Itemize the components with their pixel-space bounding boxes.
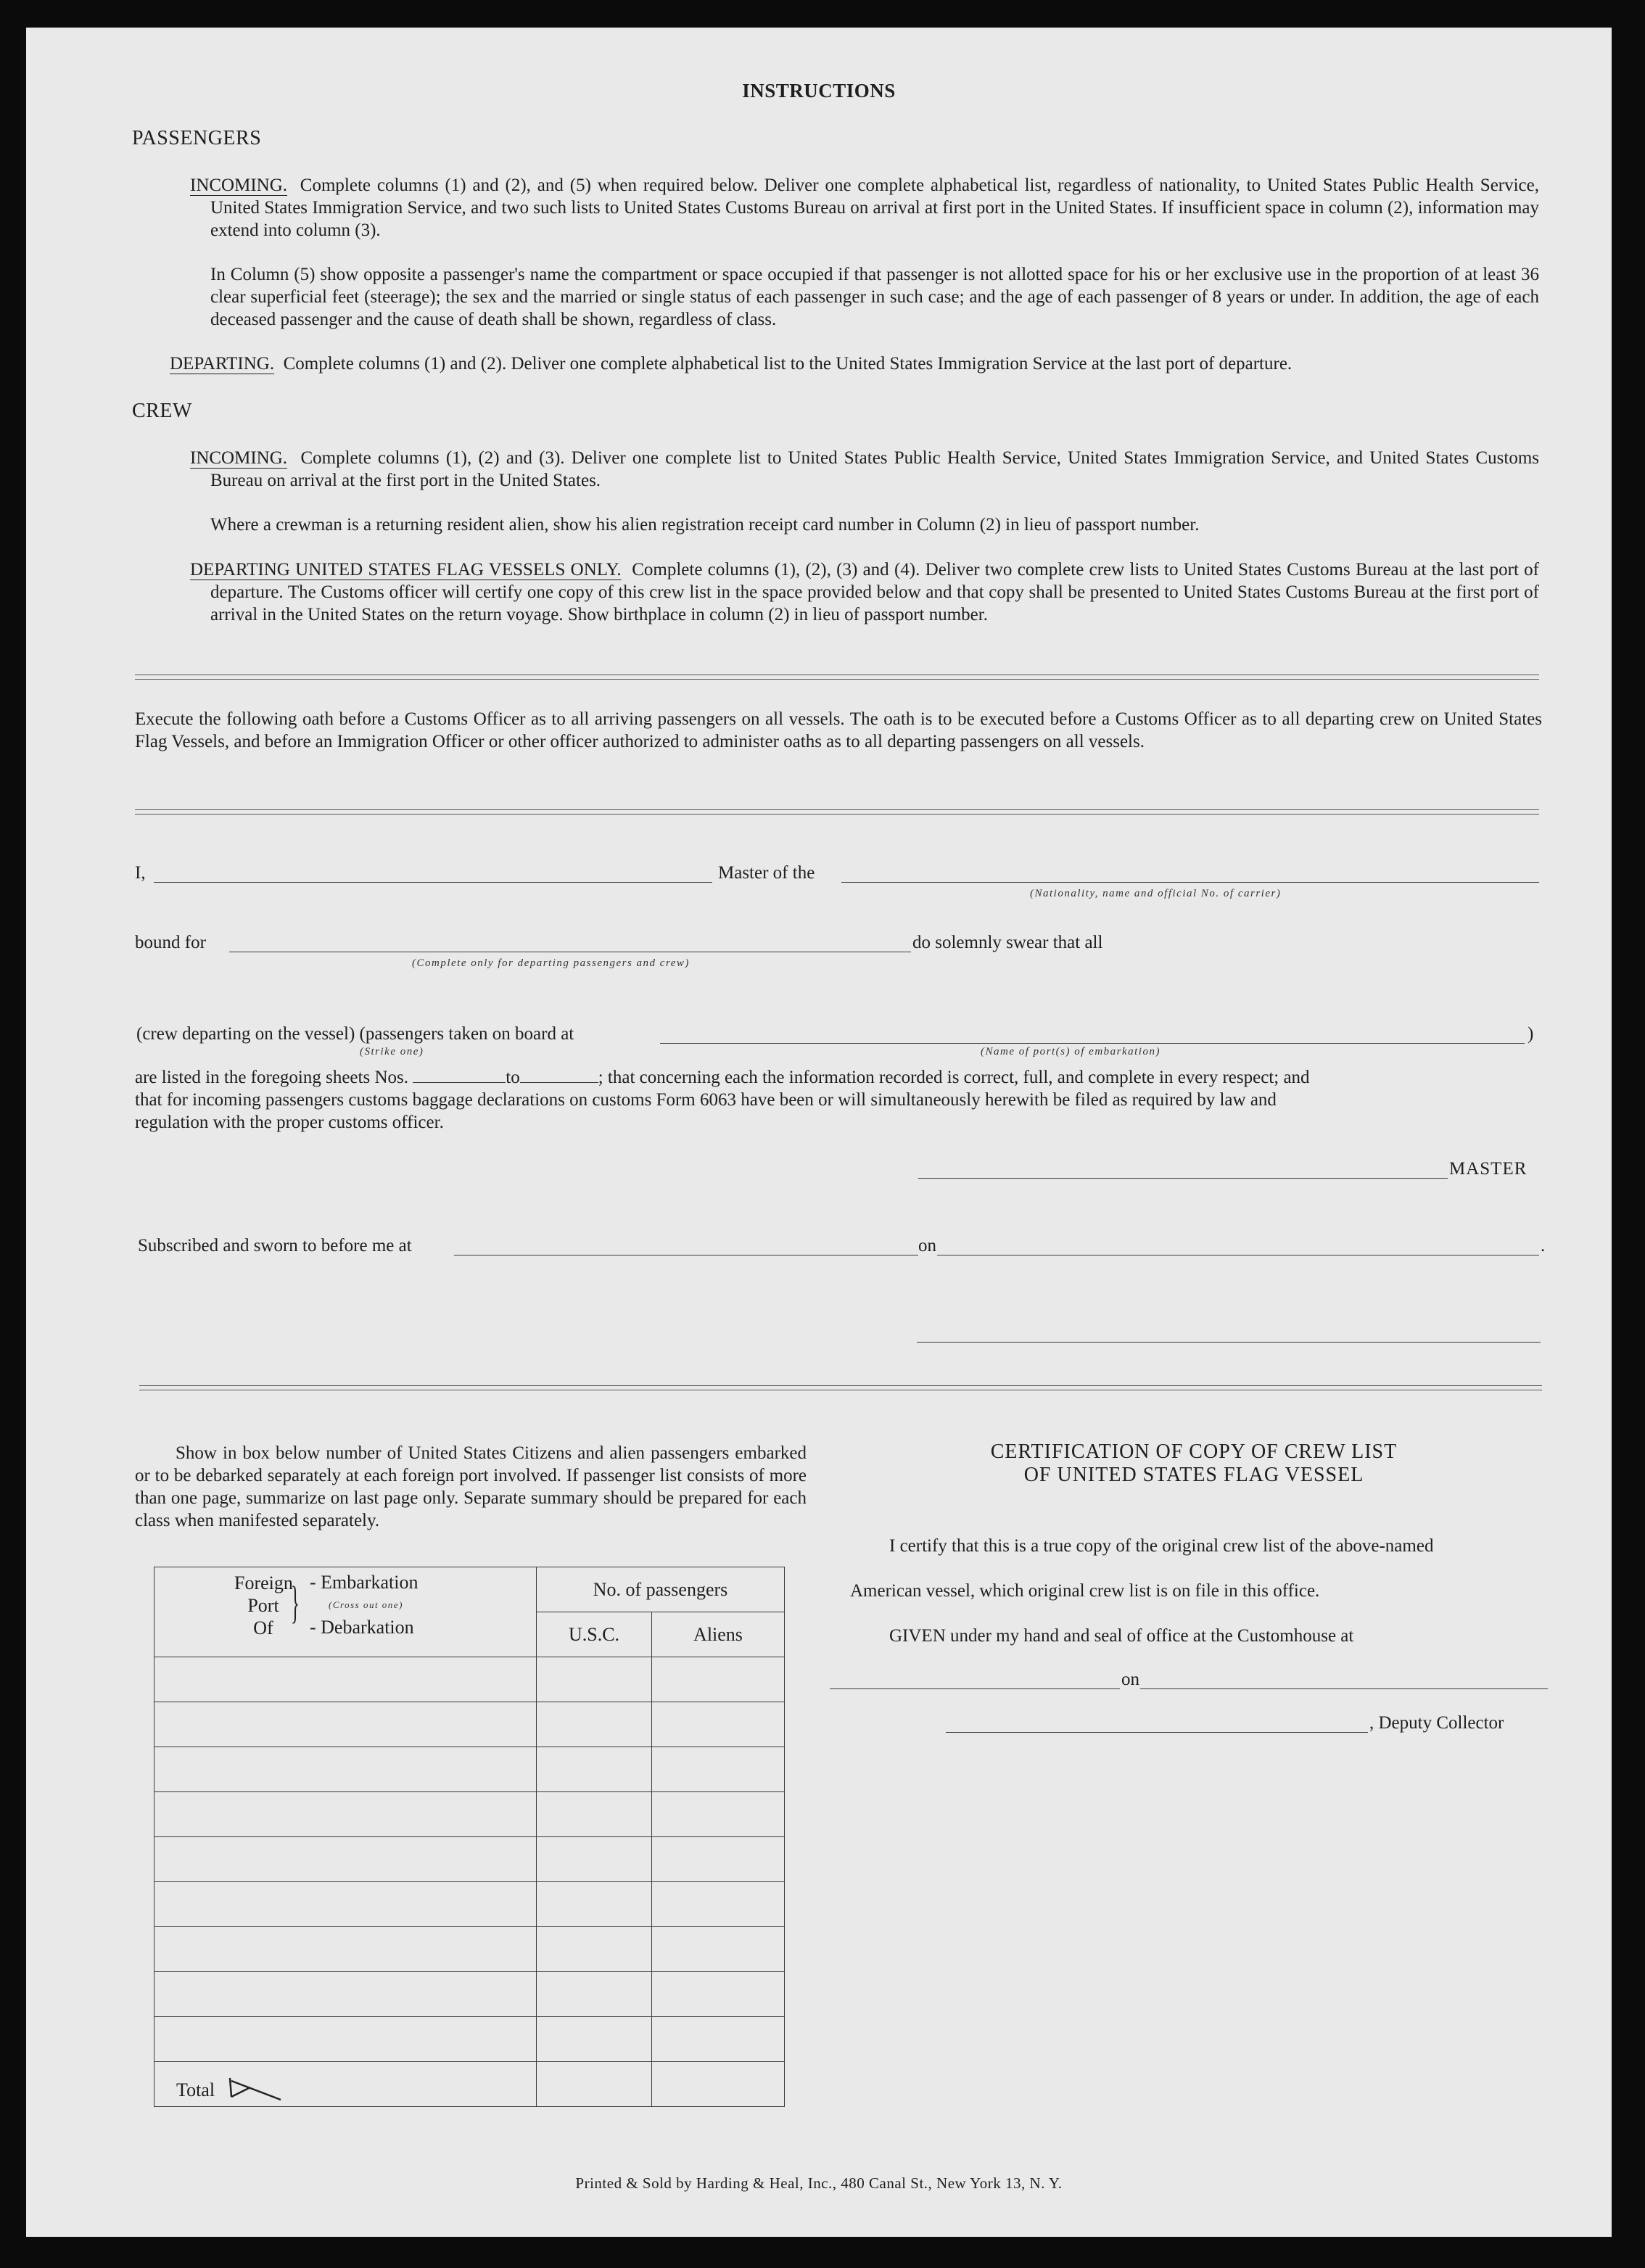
cross-out-hint: (Cross out one) [329, 1599, 403, 1610]
oath-listed-rest-1: ; that concerning each the information recorded is correct, full, and complete in every respect; and [598, 1068, 1310, 1087]
oath-to: to [506, 1068, 520, 1087]
usc-header: U.S.C. [537, 1612, 652, 1657]
crew-departing-label: DEPARTING UNITED STATES FLAG VESSELS ONLY. [190, 560, 622, 580]
oath-crew-departing: (crew departing on the vessel) (passengers taken on board at [136, 1024, 574, 1044]
oath-swear: do solemnly swear that all [912, 933, 1103, 952]
master-name-field[interactable] [154, 882, 712, 883]
embarkation-label[interactable]: - Embarkation [310, 1572, 419, 1593]
officer-signature-field[interactable] [917, 1342, 1541, 1343]
certification-line-3: GIVEN under my hand and seal of office at the Customhouse at [889, 1626, 1354, 1646]
crew-departing-paragraph [190, 558, 1539, 626]
aliens-cell[interactable] [652, 2017, 785, 2062]
total-usc-cell[interactable] [537, 2062, 652, 2107]
oath-i-label: I, [135, 863, 146, 883]
passengers-incoming-text: Complete columns (1) and (2), and (5) when required below. Deliver one complete alphabetical list, regardless of nationality, to United States Public Health Service, United States Immigration Service, and two such lists to United States Customs Bureau on arrival at first port in the United States. If insufficient space in column (2), information may extend into column (3). [210, 176, 1540, 240]
crew-incoming-paragraph [190, 447, 1539, 492]
form-page [26, 28, 1612, 2237]
passengers-incoming-paragraph [190, 174, 1539, 242]
passengers-departing-text: Complete columns (1) and (2). Deliver one complete alphabetical list to the United States Immigration Service at the last port of departure. [283, 354, 1292, 374]
certification-title-line-1: CERTIFICATION OF COPY OF CREW LIST [990, 1440, 1398, 1463]
customhouse-place-field[interactable] [830, 1688, 1120, 1689]
port-header-cell [154, 1567, 537, 1657]
port-cell[interactable] [154, 1972, 537, 2017]
port-header-of: Of [253, 1617, 273, 1638]
aliens-cell[interactable] [652, 1792, 785, 1837]
crew-heading: CREW [132, 400, 192, 422]
port-cell[interactable] [154, 1792, 537, 1837]
page-title: INSTRUCTIONS [742, 80, 896, 102]
oath-listed-prefix: are listed in the foregoing sheets Nos. [135, 1068, 408, 1087]
aliens-cell[interactable] [652, 1837, 785, 1882]
passengers-departing-paragraph [170, 352, 1541, 375]
usc-cell[interactable] [537, 2017, 652, 2062]
certification-date-field[interactable] [1140, 1688, 1548, 1689]
port-cell[interactable] [154, 1837, 537, 1882]
deputy-collector-label: , Deputy Collector [1369, 1713, 1504, 1733]
crew-departing-text: Complete columns (1), (2), (3) and (4). Deliver two complete crew lists to United States Customs Bureau at the last port of departure. The Customs officer will certify one copy of this crew list in the space provided below and that copy shall be presented to United States Customs Bureau at the first port of arrival in the United States on the return voyage. Show birthplace in column (2) in lieu of passport number. [210, 560, 1540, 624]
sheet-to-field[interactable] [520, 1068, 598, 1083]
usc-cell[interactable] [537, 1927, 652, 1972]
strike-one-hint: (Strike one) [360, 1046, 424, 1057]
total-label-cell [154, 2062, 537, 2107]
printer-footer: Printed & Sold by Harding & Heal, Inc., 480 Canal St., New York 13, N. Y. [575, 2174, 1063, 2192]
subscribed-period: . [1541, 1236, 1546, 1255]
carrier-hint: (Nationality, name and official No. of carrier) [1030, 888, 1282, 899]
port-cell[interactable] [154, 1702, 537, 1747]
certification-line-1: I certify that this is a true copy of the original crew list of the above-named [889, 1536, 1434, 1556]
usc-cell[interactable] [537, 1972, 652, 2017]
port-header-labels [234, 1572, 292, 1639]
aliens-cell[interactable] [652, 1657, 785, 1702]
master-label: MASTER [1449, 1159, 1528, 1179]
passengers-column5-paragraph: In Column (5) show opposite a passenger's name the compartment or space occupied if that passenger is not allotted space for his or her exclusive use in the proportion of at least 36 clear superficial feet (steerage); the sex and the married or single status of each passenger in such case; and the age of each passenger of 8 years or under. In addition, the age of each deceased passenger and the cause of death shall be shown, regardless of class. [210, 265, 1539, 329]
deputy-signature-field[interactable] [946, 1732, 1368, 1733]
total-aliens-cell[interactable] [652, 2062, 785, 2107]
total-arrow-icon [227, 2074, 285, 2103]
certification-title [846, 1440, 1542, 1487]
aliens-cell[interactable] [652, 1747, 785, 1792]
oath-listed-line-1 [135, 1066, 1310, 1089]
certification-line-2: American vessel, which original crew list is on file in this office. [850, 1581, 1320, 1601]
oath-listed-line-3: regulation with the proper customs officer. [135, 1113, 444, 1132]
port-cell[interactable] [154, 1657, 537, 1702]
oath-listed-line-2: that for incoming passengers customs baggage declarations on customs Form 6063 have been or will simultaneously herewith be filed as required by law and [135, 1090, 1277, 1110]
certification-title-line-2: OF UNITED STATES FLAG VESSEL [1023, 1464, 1364, 1486]
oath-close-paren: ) [1528, 1024, 1534, 1044]
carrier-field[interactable] [841, 882, 1539, 883]
master-signature-field[interactable] [918, 1178, 1448, 1179]
port-embarkation-field[interactable] [660, 1043, 1525, 1044]
passengers-incoming-label: INCOMING. [190, 176, 288, 195]
aliens-cell[interactable] [652, 1702, 785, 1747]
divider-2 [135, 809, 1539, 815]
aliens-header: Aliens [652, 1612, 785, 1657]
usc-cell[interactable] [537, 1792, 652, 1837]
bound-hint: (Complete only for departing passengers and crew) [412, 957, 690, 969]
divider-1 [135, 675, 1539, 680]
port-header-port: Port [247, 1595, 279, 1616]
port-cell[interactable] [154, 1927, 537, 1972]
port-hint: (Name of port(s) of embarkation) [981, 1046, 1160, 1057]
usc-cell[interactable] [537, 1702, 652, 1747]
oath-intro: Execute the following oath before a Customs Officer as to all arriving passengers on all vessels. The oath is to be executed before a Customs Officer as to all departing crew on United States Flag Vessels, and before an Immigration Officer or other officer authorized to administer oaths as to all departing passengers on all vessels. [135, 709, 1542, 751]
no-passengers-header: No. of passengers [537, 1567, 785, 1612]
usc-cell[interactable] [537, 1882, 652, 1927]
oath-master-of-the: Master of the [718, 863, 815, 883]
aliens-cell[interactable] [652, 1927, 785, 1972]
divider-3 [139, 1385, 1542, 1390]
sheet-from-field[interactable] [413, 1068, 506, 1083]
aliens-cell[interactable] [652, 1972, 785, 2017]
crew-resident-paragraph: Where a crewman is a returning resident alien, show his alien registration receipt card number in Column (2) in lieu of passport number. [210, 515, 1200, 535]
subscribed-label: Subscribed and sworn to before me at [138, 1236, 412, 1255]
certification-on: on [1121, 1670, 1139, 1689]
brace-icon: } [291, 1578, 300, 1628]
debarkation-label[interactable]: - Debarkation [310, 1617, 414, 1638]
usc-cell[interactable] [537, 1657, 652, 1702]
passengers-departing-label: DEPARTING. [170, 354, 275, 374]
subscribed-on: on [918, 1236, 936, 1255]
total-label: Total [176, 2079, 215, 2100]
usc-cell[interactable] [537, 1747, 652, 1792]
crew-incoming-label: INCOMING. [190, 448, 288, 468]
oath-bound-for: bound for [135, 933, 206, 952]
passenger-summary-table [154, 1567, 785, 2107]
crew-incoming-text: Complete columns (1), (2) and (3). Deliver one complete list to United States Public Health Service, United States Immigration Service, and United States Customs Bureau on arrival at the first port in the United States. [210, 448, 1539, 490]
usc-cell[interactable] [537, 1837, 652, 1882]
port-cell[interactable] [154, 2017, 537, 2062]
aliens-cell[interactable] [652, 1882, 785, 1927]
port-cell[interactable] [154, 1747, 537, 1792]
passengers-heading: PASSENGERS [132, 127, 262, 149]
port-cell[interactable] [154, 1882, 537, 1927]
port-header-foreign: Foreign [234, 1572, 293, 1593]
summary-instructions: Show in box below number of United States Citizens and alien passengers embarked or to be debarked separately at each foreign port involved. If passenger list consists of more than one page, summarize on last page only. Separate summary should be prepared for each class when manifested separately. [135, 1443, 807, 1530]
